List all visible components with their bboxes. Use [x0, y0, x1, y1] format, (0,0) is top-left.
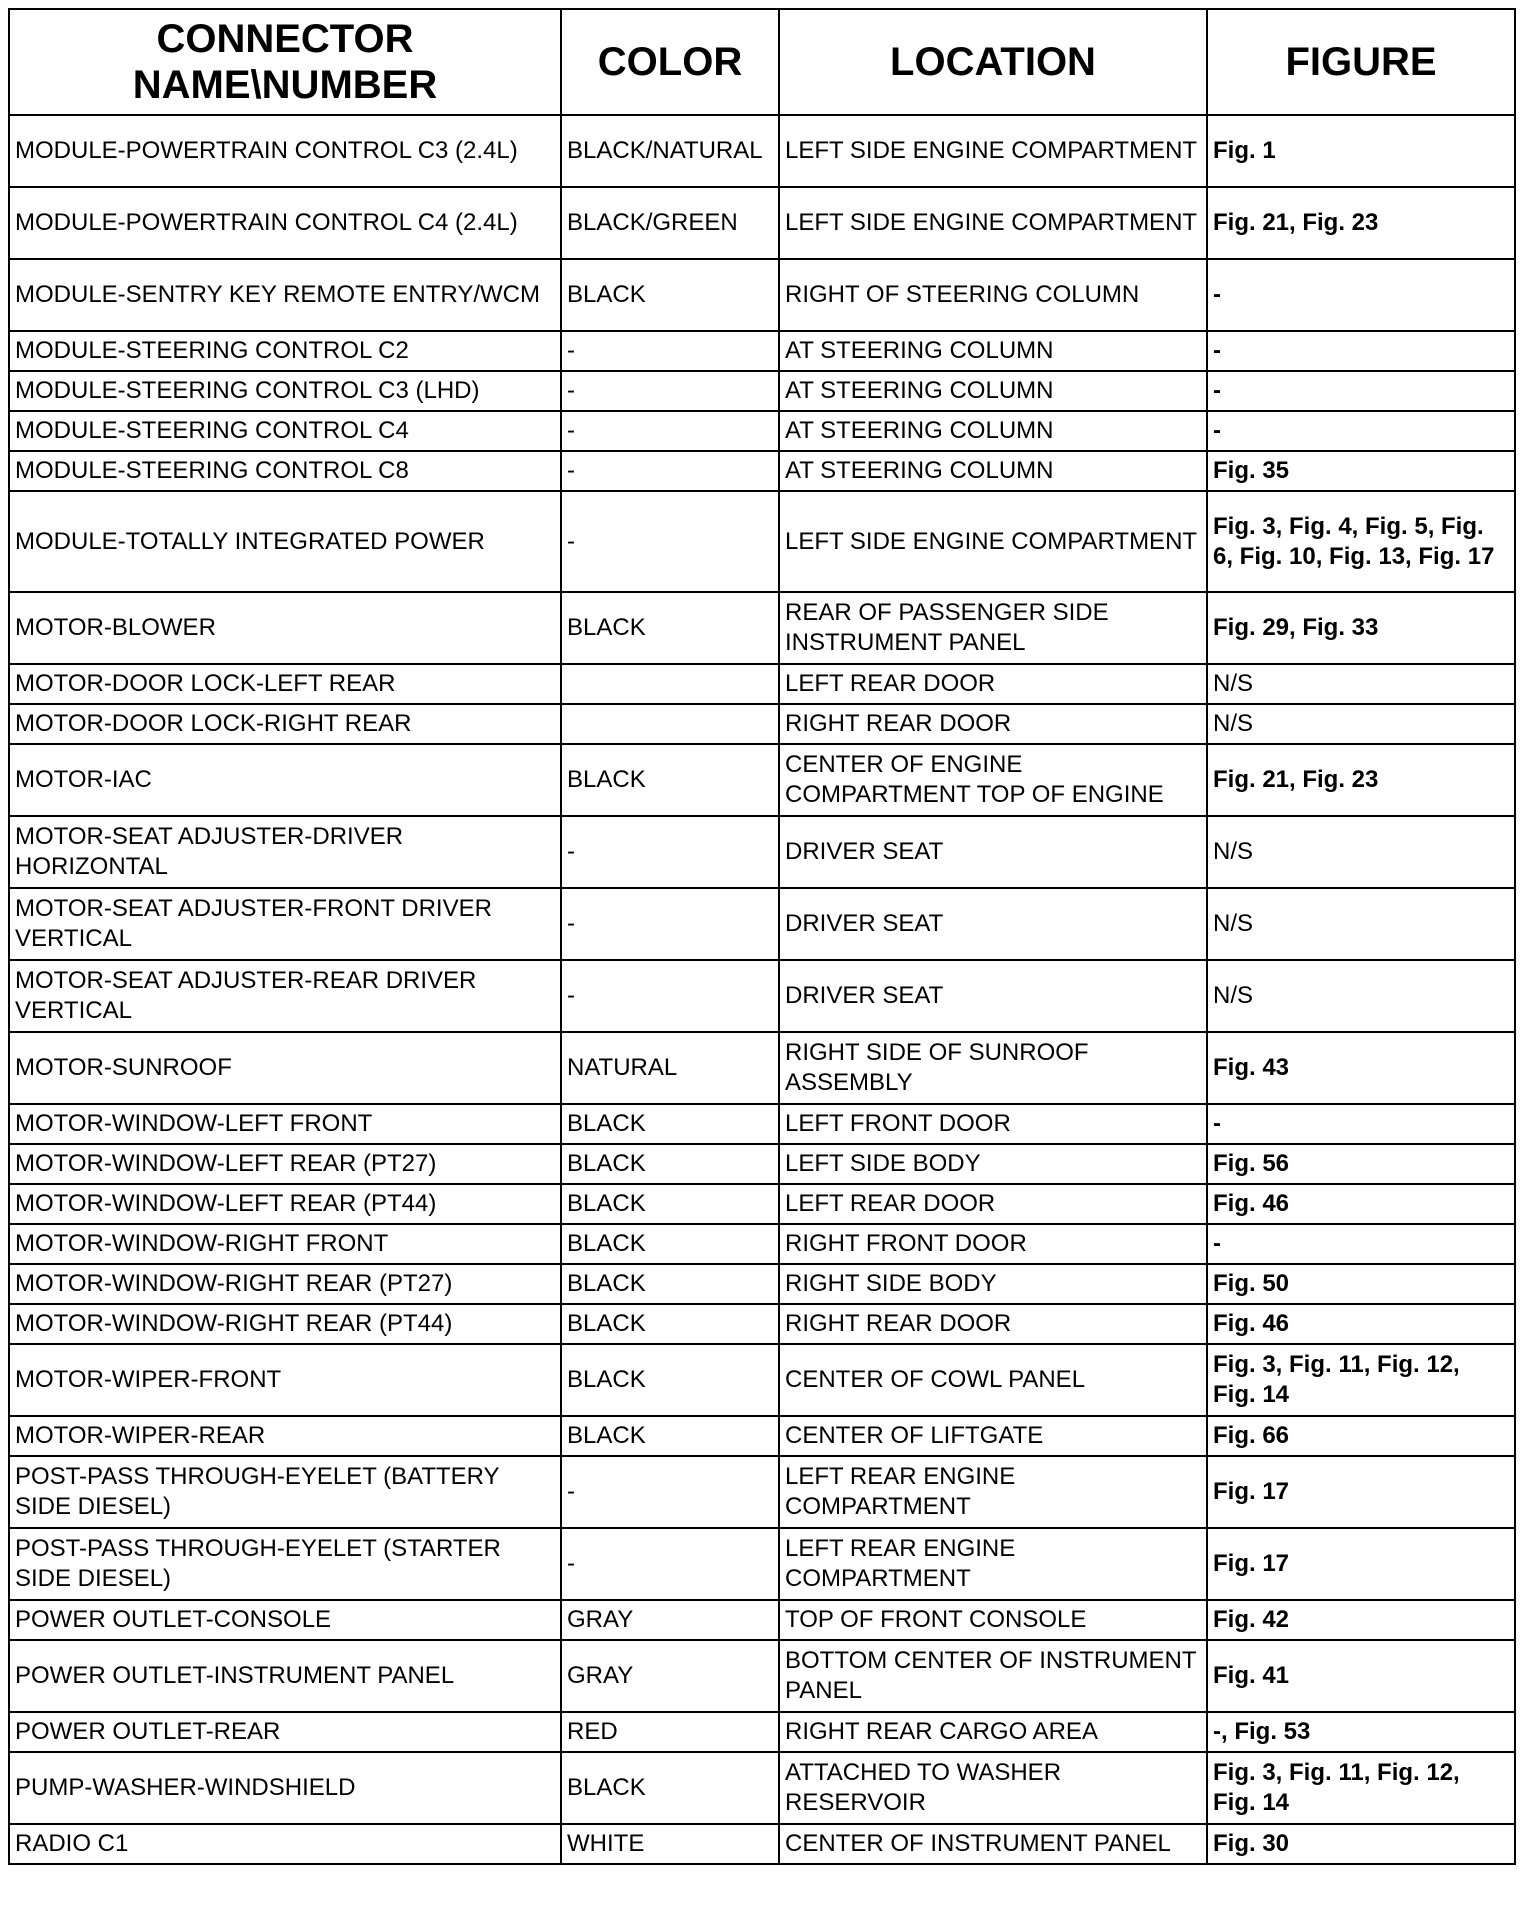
- figure-cell: Fig. 29, Fig. 33: [1207, 592, 1515, 664]
- figure-cell: Fig. 3, Fig. 11, Fig. 12, Fig. 14: [1207, 1344, 1515, 1416]
- connector-name-cell: MOTOR-IAC: [9, 744, 561, 816]
- figure-cell: -: [1207, 331, 1515, 371]
- connector-name-cell: MOTOR-DOOR LOCK-LEFT REAR: [9, 664, 561, 704]
- connector-name-cell: MOTOR-WIPER-REAR: [9, 1416, 561, 1456]
- color-cell: [561, 704, 779, 744]
- figure-cell: Fig. 30: [1207, 1824, 1515, 1864]
- location-cell: BOTTOM CENTER OF INSTRUMENT PANEL: [779, 1640, 1207, 1712]
- connector-name-cell: RADIO C1: [9, 1824, 561, 1864]
- location-cell: AT STEERING COLUMN: [779, 451, 1207, 491]
- location-cell: CENTER OF ENGINE COMPARTMENT TOP OF ENGINE: [779, 744, 1207, 816]
- table-row: [9, 1600, 1515, 1640]
- location-cell: RIGHT REAR DOOR: [779, 704, 1207, 744]
- color-cell: -: [561, 491, 779, 592]
- figure-cell: Fig. 17: [1207, 1456, 1515, 1528]
- color-cell: -: [561, 816, 779, 888]
- table-row: [9, 744, 1515, 816]
- table-row: [9, 592, 1515, 664]
- table-row: [9, 664, 1515, 704]
- location-cell: REAR OF PASSENGER SIDE INSTRUMENT PANEL: [779, 592, 1207, 664]
- location-cell: LEFT SIDE ENGINE COMPARTMENT: [779, 115, 1207, 187]
- color-cell: BLACK: [561, 744, 779, 816]
- location-cell: AT STEERING COLUMN: [779, 371, 1207, 411]
- connector-name-cell: MOTOR-WINDOW-RIGHT REAR (PT44): [9, 1304, 561, 1344]
- table-row: [9, 259, 1515, 331]
- location-cell: RIGHT REAR DOOR: [779, 1304, 1207, 1344]
- color-cell: -: [561, 371, 779, 411]
- color-cell: BLACK: [561, 1264, 779, 1304]
- figure-cell: Fig. 42: [1207, 1600, 1515, 1640]
- color-cell: -: [561, 411, 779, 451]
- color-cell: BLACK: [561, 1104, 779, 1144]
- table-row: [9, 187, 1515, 259]
- connector-name-cell: MOTOR-BLOWER: [9, 592, 561, 664]
- figure-cell: Fig. 41: [1207, 1640, 1515, 1712]
- color-cell: BLACK: [561, 1416, 779, 1456]
- connector-name-cell: MODULE-STEERING CONTROL C8: [9, 451, 561, 491]
- table-row: [9, 1416, 1515, 1456]
- figure-cell: Fig. 21, Fig. 23: [1207, 744, 1515, 816]
- table-row: [9, 411, 1515, 451]
- location-cell: CENTER OF INSTRUMENT PANEL: [779, 1824, 1207, 1864]
- figure-cell: Fig. 21, Fig. 23: [1207, 187, 1515, 259]
- location-cell: LEFT REAR ENGINE COMPARTMENT: [779, 1456, 1207, 1528]
- connector-name-cell: POST-PASS THROUGH-EYELET (STARTER SIDE DIESEL): [9, 1528, 561, 1600]
- table-row: [9, 371, 1515, 411]
- table-row: [9, 1304, 1515, 1344]
- figure-cell: -, Fig. 53: [1207, 1712, 1515, 1752]
- color-cell: [561, 664, 779, 704]
- color-cell: BLACK: [561, 1344, 779, 1416]
- location-cell: LEFT SIDE BODY: [779, 1144, 1207, 1184]
- location-cell: CENTER OF LIFTGATE: [779, 1416, 1207, 1456]
- connector-name-cell: MODULE-STEERING CONTROL C2: [9, 331, 561, 371]
- figure-cell: Fig. 17: [1207, 1528, 1515, 1600]
- location-cell: RIGHT FRONT DOOR: [779, 1224, 1207, 1264]
- connector-name-cell: PUMP-WASHER-WINDSHIELD: [9, 1752, 561, 1824]
- connector-name-cell: MOTOR-WIPER-FRONT: [9, 1344, 561, 1416]
- location-cell: LEFT SIDE ENGINE COMPARTMENT: [779, 491, 1207, 592]
- table-row: [9, 1824, 1515, 1864]
- figure-cell: Fig. 3, Fig. 11, Fig. 12, Fig. 14: [1207, 1752, 1515, 1824]
- location-cell: ATTACHED TO WASHER RESERVOIR: [779, 1752, 1207, 1824]
- location-cell: RIGHT SIDE OF SUNROOF ASSEMBLY: [779, 1032, 1207, 1104]
- location-cell: RIGHT OF STEERING COLUMN: [779, 259, 1207, 331]
- table-row: [9, 1144, 1515, 1184]
- connector-name-cell: POWER OUTLET-REAR: [9, 1712, 561, 1752]
- figure-cell: Fig. 46: [1207, 1304, 1515, 1344]
- location-cell: LEFT REAR ENGINE COMPARTMENT: [779, 1528, 1207, 1600]
- table-row: [9, 1712, 1515, 1752]
- connector-table: [8, 8, 1516, 1865]
- color-cell: BLACK/GREEN: [561, 187, 779, 259]
- color-cell: -: [561, 1456, 779, 1528]
- connector-name-cell: MOTOR-WINDOW-LEFT REAR (PT44): [9, 1184, 561, 1224]
- color-cell: BLACK: [561, 1752, 779, 1824]
- table-row: [9, 1528, 1515, 1600]
- color-cell: BLACK: [561, 592, 779, 664]
- table-row: [9, 1264, 1515, 1304]
- header-location: [779, 9, 1207, 115]
- connector-name-cell: MODULE-SENTRY KEY REMOTE ENTRY/WCM: [9, 259, 561, 331]
- table-row: [9, 115, 1515, 187]
- figure-cell: N/S: [1207, 664, 1515, 704]
- color-cell: BLACK: [561, 1184, 779, 1224]
- figure-cell: -: [1207, 371, 1515, 411]
- figure-cell: N/S: [1207, 816, 1515, 888]
- table-row: [9, 1224, 1515, 1264]
- table-row: [9, 1752, 1515, 1824]
- header-connector-label: CONNECTOR NAME\NUMBER: [132, 17, 438, 107]
- header-connector: [9, 9, 561, 115]
- location-cell: DRIVER SEAT: [779, 816, 1207, 888]
- connector-name-cell: POST-PASS THROUGH-EYELET (BATTERY SIDE DIESEL): [9, 1456, 561, 1528]
- location-cell: TOP OF FRONT CONSOLE: [779, 1600, 1207, 1640]
- table-row: [9, 888, 1515, 960]
- location-cell: LEFT FRONT DOOR: [779, 1104, 1207, 1144]
- header-color-label: COLOR: [597, 40, 743, 84]
- figure-cell: Fig. 1: [1207, 115, 1515, 187]
- header-color: [561, 9, 779, 115]
- figure-cell: Fig. 56: [1207, 1144, 1515, 1184]
- table-row: [9, 704, 1515, 744]
- header-figure: [1207, 9, 1515, 115]
- figure-cell: -: [1207, 411, 1515, 451]
- connector-name-cell: MODULE-STEERING CONTROL C3 (LHD): [9, 371, 561, 411]
- color-cell: -: [561, 888, 779, 960]
- location-cell: LEFT SIDE ENGINE COMPARTMENT: [779, 187, 1207, 259]
- connector-name-cell: MODULE-POWERTRAIN CONTROL C3 (2.4L): [9, 115, 561, 187]
- figure-cell: Fig. 3, Fig. 4, Fig. 5, Fig. 6, Fig. 10, Fig. 13, Fig. 17: [1207, 491, 1515, 592]
- connector-name-cell: MODULE-STEERING CONTROL C4: [9, 411, 561, 451]
- color-cell: -: [561, 1528, 779, 1600]
- figure-cell: N/S: [1207, 960, 1515, 1032]
- location-cell: RIGHT SIDE BODY: [779, 1264, 1207, 1304]
- figure-cell: Fig. 50: [1207, 1264, 1515, 1304]
- color-cell: BLACK: [561, 1304, 779, 1344]
- figure-cell: Fig. 35: [1207, 451, 1515, 491]
- color-cell: BLACK: [561, 1144, 779, 1184]
- header-location-label: LOCATION: [890, 40, 1096, 84]
- table-row: [9, 331, 1515, 371]
- location-cell: DRIVER SEAT: [779, 888, 1207, 960]
- figure-cell: -: [1207, 1224, 1515, 1264]
- color-cell: BLACK/NATURAL: [561, 115, 779, 187]
- connector-name-cell: MOTOR-DOOR LOCK-RIGHT REAR: [9, 704, 561, 744]
- connector-name-cell: POWER OUTLET-CONSOLE: [9, 1600, 561, 1640]
- figure-cell: Fig. 66: [1207, 1416, 1515, 1456]
- connector-name-cell: MOTOR-WINDOW-RIGHT FRONT: [9, 1224, 561, 1264]
- location-cell: AT STEERING COLUMN: [779, 411, 1207, 451]
- figure-cell: Fig. 46: [1207, 1184, 1515, 1224]
- connector-name-cell: MOTOR-SEAT ADJUSTER-FRONT DRIVER VERTICAL: [9, 888, 561, 960]
- connector-name-cell: MODULE-TOTALLY INTEGRATED POWER: [9, 491, 561, 592]
- location-cell: DRIVER SEAT: [779, 960, 1207, 1032]
- location-cell: LEFT REAR DOOR: [779, 664, 1207, 704]
- table-row: [9, 1456, 1515, 1528]
- connector-name-cell: MOTOR-SUNROOF: [9, 1032, 561, 1104]
- figure-cell: Fig. 43: [1207, 1032, 1515, 1104]
- color-cell: GRAY: [561, 1640, 779, 1712]
- header-figure-label: FIGURE: [1285, 40, 1437, 84]
- figure-cell: N/S: [1207, 888, 1515, 960]
- connector-name-cell: MOTOR-SEAT ADJUSTER-DRIVER HORIZONTAL: [9, 816, 561, 888]
- color-cell: GRAY: [561, 1600, 779, 1640]
- table-row: [9, 1184, 1515, 1224]
- color-cell: BLACK: [561, 259, 779, 331]
- table-row: [9, 1640, 1515, 1712]
- connector-name-cell: MOTOR-WINDOW-LEFT REAR (PT27): [9, 1144, 561, 1184]
- figure-cell: -: [1207, 1104, 1515, 1144]
- connector-name-cell: MODULE-POWERTRAIN CONTROL C4 (2.4L): [9, 187, 561, 259]
- color-cell: -: [561, 451, 779, 491]
- color-cell: BLACK: [561, 1224, 779, 1264]
- color-cell: RED: [561, 1712, 779, 1752]
- connector-name-cell: MOTOR-SEAT ADJUSTER-REAR DRIVER VERTICAL: [9, 960, 561, 1032]
- color-cell: WHITE: [561, 1824, 779, 1864]
- table-row: [9, 816, 1515, 888]
- connector-name-cell: MOTOR-WINDOW-LEFT FRONT: [9, 1104, 561, 1144]
- color-cell: NATURAL: [561, 1032, 779, 1104]
- header-row: [9, 9, 1515, 115]
- connector-name-cell: POWER OUTLET-INSTRUMENT PANEL: [9, 1640, 561, 1712]
- table-row: [9, 1104, 1515, 1144]
- table-row: [9, 1032, 1515, 1104]
- color-cell: -: [561, 331, 779, 371]
- color-cell: -: [561, 960, 779, 1032]
- table-row: [9, 451, 1515, 491]
- location-cell: AT STEERING COLUMN: [779, 331, 1207, 371]
- table-row: [9, 960, 1515, 1032]
- location-cell: CENTER OF COWL PANEL: [779, 1344, 1207, 1416]
- figure-cell: N/S: [1207, 704, 1515, 744]
- location-cell: LEFT REAR DOOR: [779, 1184, 1207, 1224]
- table-row: [9, 491, 1515, 592]
- table-row: [9, 1344, 1515, 1416]
- figure-cell: -: [1207, 259, 1515, 331]
- location-cell: RIGHT REAR CARGO AREA: [779, 1712, 1207, 1752]
- connector-name-cell: MOTOR-WINDOW-RIGHT REAR (PT27): [9, 1264, 561, 1304]
